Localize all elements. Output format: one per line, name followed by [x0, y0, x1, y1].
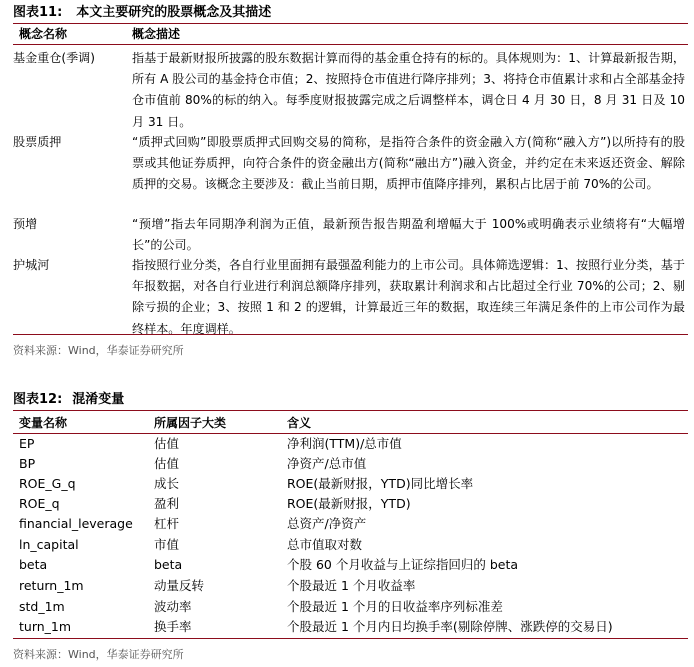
variable-meaning: ROE(最新财报，YTD): [287, 496, 411, 511]
factor-category: 市值: [154, 537, 180, 552]
concept-name: 股票质押: [13, 135, 62, 149]
variable-meaning: 净资产/总市值: [287, 456, 367, 471]
variable-meaning: 净利润(TTM)/总市值: [287, 436, 402, 451]
table12-source: 资料来源：Wind，华泰证券研究所: [13, 648, 184, 661]
factor-category: 成长: [154, 476, 180, 491]
concept-name: 预增: [13, 217, 38, 231]
table12-header-category: 所属因子大类: [154, 416, 227, 430]
table11-header-desc: 概念描述: [132, 27, 181, 41]
variable-name: financial_leverage: [19, 516, 133, 531]
variable-meaning: 总市值取对数: [287, 537, 363, 552]
concept-desc: “质押式回购”即股票质押式回购交易的简称，是指符合条件的资金融入方(简称“融入方”)以所持有的股票或其他证券质押，向符合条件的资金融出方(简称“融出方”)融入资金，并约定在未来返还资金、解除质押的交易。该概念主要涉及：截止当前日期，质押市值降序排列，累积占比居于前 70%的公司。: [132, 135, 685, 192]
variable-name: ROE_q: [19, 496, 60, 511]
variable-meaning: ROE(最新财报，YTD)同比增长率: [287, 476, 474, 491]
table11-label: 图表11:: [13, 5, 63, 20]
factor-category: 换手率: [154, 619, 192, 634]
factor-category: 动量反转: [154, 578, 205, 593]
table-row: [13, 555, 688, 575]
table11-source: 资料来源：Wind，华泰证券研究所: [13, 344, 184, 357]
factor-category: 估值: [154, 436, 180, 451]
table11-header: [13, 25, 688, 45]
concept-desc: “预增”指去年同期净利润为正值，最新预告报告期盈利增幅大于 100%或明确表示业绩将有“大幅增长”的公司。: [132, 217, 685, 253]
table-row: [13, 494, 688, 514]
table12-title: [13, 390, 688, 411]
table12-header-meaning: 含义: [287, 416, 312, 430]
variable-meaning: 个股最近 1 个月收益率: [287, 578, 416, 593]
table-row: [13, 597, 688, 617]
variable-name: return_1m: [19, 578, 84, 593]
variable-meaning: 个股 60 个月收益与上证综指回归的 beta: [287, 557, 519, 572]
table-row: [13, 576, 688, 596]
concept-name: 护城河: [13, 258, 50, 272]
concept-desc: 指按照行业分类，各自行业里面拥有最强盈利能力的上市公司。具体筛选逻辑：1、按照行业分类，基于年报数据，对各自行业进行利润总额降序排列，获取累计利润求和占比超过全行业 70%的公司；2、剔除亏损的企业；3、按照 1 和 2 的逻辑，计算最近三年的数据，取连续三年满足条件的上市公司作为最终样本。年度调样。: [132, 258, 685, 336]
variable-name: ln_capital: [19, 537, 79, 552]
table-row: [13, 535, 688, 555]
factor-category: 波动率: [154, 599, 192, 614]
variable-meaning: 个股最近 1 个月的日收益率序列标准差: [287, 599, 503, 614]
variable-meaning: 总资产/净资产: [287, 516, 367, 531]
table11-title-text: 本文主要研究的股票概念及其描述: [76, 5, 272, 20]
variable-meaning: 个股最近 1 个月内日均换手率(剔除停牌、涨跌停的交易日): [287, 619, 613, 634]
factor-category: 盈利: [154, 496, 180, 511]
concept-desc: 指基于最新财报所披露的股东数据计算而得的基金重仓持有的标的。具体规则为：1、计算最新报告期，所有 A 股公司的基金持仓市值；2、按照持仓市值进行降序排列；3、将持仓市值累计求和占全部基金持仓市值前 80%的标的纳入。每季度财报披露完成之后调整样本，调仓日 4 月 30 日，8 月 31 日及 10 月 31 日。: [132, 51, 685, 129]
variable-name: ROE_G_q: [19, 476, 76, 491]
table12-header: [13, 414, 688, 434]
variable-name: EP: [19, 436, 35, 451]
table11-title: [13, 3, 688, 24]
variable-name: BP: [19, 456, 36, 471]
variable-name: turn_1m: [19, 619, 72, 634]
table11-bottom-rule: [13, 334, 688, 335]
factor-category: beta: [154, 557, 183, 572]
variable-name: beta: [19, 557, 48, 572]
table-row: [13, 434, 688, 454]
table-row: [13, 617, 688, 637]
table12-label: 图表12:: [13, 392, 63, 407]
table11-header-name: 概念名称: [19, 27, 68, 41]
table12-title-text: 混淆变量: [72, 392, 125, 407]
table-row: [13, 454, 688, 474]
table12-bottom-rule: [13, 638, 688, 639]
variable-name: std_1m: [19, 599, 65, 614]
table12-header-name: 变量名称: [19, 416, 68, 430]
table-row: [13, 514, 688, 534]
table-row: [13, 474, 688, 494]
factor-category: 杠杆: [154, 516, 180, 531]
factor-category: 估值: [154, 456, 180, 471]
concept-name: 基金重仓(季调): [13, 51, 95, 65]
